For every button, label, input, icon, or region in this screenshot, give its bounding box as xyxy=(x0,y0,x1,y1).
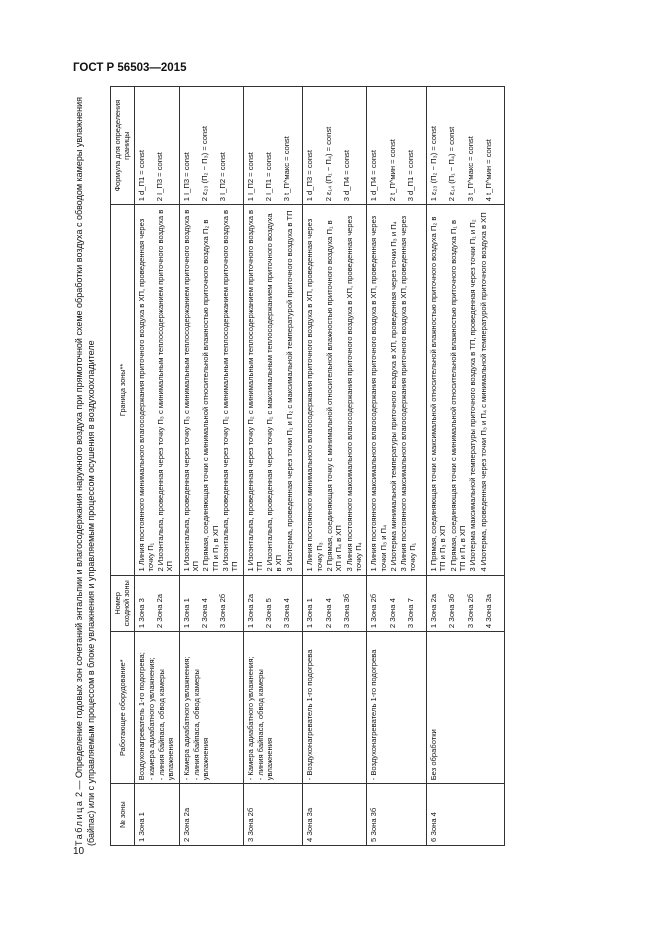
zone-cell xyxy=(243,784,303,846)
similar-zone-cell-line: 2 Зона 3б xyxy=(447,593,457,629)
boundary-cell-line: 2 Изотерма минимальной температуры приточного воздуха в ХП, проведенная через точки П₃ и П₄ xyxy=(388,221,398,572)
boundary-cell-line: 1 Прямая, соединяющая точки с максимальной относительной влажностью приточного воздуха П₂ в ТП и П₃ в ХП xyxy=(429,216,448,572)
boundary-cell-line: 4 Изотерма, проведенная через точки П₃ и П₄ с минимальной температурой приточного воздуха в ХП xyxy=(478,212,488,572)
boundary-cell xyxy=(367,205,427,575)
boundary-cell xyxy=(179,205,243,575)
formula-cell xyxy=(243,87,303,205)
equipment-cell xyxy=(427,632,505,784)
formula-cell-line: 2 I_П1 = const xyxy=(263,152,273,202)
similar-zone-cell xyxy=(179,575,243,632)
formula-cell-line: 2 ε₁₄ (П₁ − П₄) = const xyxy=(447,126,457,202)
boundary-cell xyxy=(427,205,505,575)
formula-cell-line: 4 t_П^мин = const xyxy=(484,139,494,202)
similar-zone-cell-line: 1 Зона 2а xyxy=(245,593,255,629)
formula-cell-line: 3 t_П^макс = const xyxy=(465,136,475,202)
boundary-cell-line: 1 Изоэнтальпа, проведенная через точку П₃ с минимальным теплосодержанием приточного воздуха в ХП xyxy=(181,209,201,572)
formula-cell xyxy=(134,87,179,205)
table-caption xyxy=(74,86,108,846)
similar-zone-cell-line: 1 Зона 1 xyxy=(181,598,191,629)
equipment-cell-line: - линия байпаса, обвод камеры увлажнения xyxy=(192,669,211,781)
formula-cell-line: 1 d_П4 = const xyxy=(369,150,379,202)
table-row xyxy=(427,87,505,846)
equipment-cell-line: - Воздухонагреватель 1-го подогрева xyxy=(305,649,315,781)
header-zone: № зоны xyxy=(111,784,135,846)
similar-zone-cell-line: 2 Зона 4 xyxy=(387,598,397,629)
similar-zone-cell xyxy=(427,575,505,632)
similar-zone-cell-line: 2 Зона 4 xyxy=(323,598,333,629)
formula-cell-line: 1 d_П3 = const xyxy=(305,150,315,202)
boundary-cell-line: 1 Линия постоянного минимального влагосодержания приточного воздуха в ХП, проведенная через точку П₁ xyxy=(136,218,155,572)
zone-cell-line: 5 Зона 3б xyxy=(369,807,379,842)
similar-zone-cell-line: 1 Зона 2б xyxy=(369,593,379,629)
similar-zone-cell xyxy=(303,575,367,632)
formula-cell-line: 3 t_П^макс = const xyxy=(282,136,292,202)
caption-label: Таблица xyxy=(74,799,84,846)
boundary-cell-line: 3 Изоэнтальпа, проведенная через точку П₂ с минимальным теплосодержанием приточного воздуха в ТП xyxy=(220,209,240,572)
header-formula: Формула для определения границы xyxy=(111,87,135,205)
formula-cell-line: 3 I_П2 = const xyxy=(218,152,228,202)
formula-cell-line: 1 d_П1 = const xyxy=(136,150,146,202)
caption-text: 2 — Определение годовых зон сочетаний энтальпии и влагосодержания наружного воздуха при прямоточной схеме обработки воздуха с обводом камеры увлажнения (байпас) или с управляемым процессом в блоке увлажнения и управляемым процессом осушения в воздухоохладителе xyxy=(74,96,96,846)
zone-cell xyxy=(134,784,179,846)
similar-zone-cell-line: 4 Зона 3а xyxy=(484,593,494,629)
equipment-cell xyxy=(134,632,179,784)
boundary-cell-line: 1 Линия постоянного максимального влагосодержания приточного воздуха в ХП, проведенная через точки П₃ и П₄ xyxy=(369,215,388,572)
similar-zone-cell-line: 2 Зона 5 xyxy=(263,598,273,629)
equipment-cell xyxy=(179,632,243,784)
zone-cell-line: 3 Зона 2б xyxy=(245,807,255,842)
zones-table xyxy=(110,86,505,846)
equipment-cell-line: - линия байпаса, обвод камеры увлажнения xyxy=(157,669,176,781)
formula-cell-line: 2 ε₁₄ (П₁ − П₄) = const xyxy=(323,126,333,202)
zone-cell xyxy=(179,784,243,846)
zone-cell-line: 6 Зона 4 xyxy=(429,812,439,842)
boundary-cell-line: 3 Линия постоянного максимального влагосодержания приточного воздуха в ХП, проведенная через точку П₁ xyxy=(399,215,418,572)
boundary-cell-line: 3 Изотерма максимальной температуры приточного воздуха в ТП, проведенная через точки П₁ и П₂ xyxy=(468,219,478,572)
equipment-cell-line: - камера адиабатного увлажнения; xyxy=(146,657,156,781)
similar-zone-cell-line: 3 Зона 4 xyxy=(282,598,292,629)
boundary-cell-line: 2 Изоэнтальпа, проведенная через точку П₃ с минимальным теплосодержанием приточного воздуха в ХП xyxy=(156,209,175,572)
formula-cell-line: 1 ε₂₃ (П₂ − П₃) = const xyxy=(429,125,439,202)
boundary-cell xyxy=(243,205,303,575)
equipment-cell-line: - линия байпаса, обвод камеры увлажнения xyxy=(255,669,275,781)
boundary-cell-line: 3 Линия постоянного максимального влагосодержания приточного воздуха в ХП, проведенная через точку П₄ xyxy=(344,215,363,572)
zone-cell-line: 1 Зона 1 xyxy=(136,812,146,842)
similar-zone-cell-line: 3 Зона 3б xyxy=(342,593,352,629)
zone-cell xyxy=(367,784,427,846)
formula-cell xyxy=(427,87,505,205)
header-equipment: Работающее оборудование* xyxy=(111,632,135,784)
zone-cell-line: 4 Зона 3а xyxy=(305,807,315,842)
equipment-cell-line: - Воздухонагреватель 1-го подогрева xyxy=(369,649,379,781)
equipment-cell xyxy=(243,632,303,784)
formula-cell-line: 2 ε₂₃ (П₂ − П₃) = const xyxy=(200,125,210,202)
formula-cell-line: 3 d_П4 = const xyxy=(342,150,352,202)
equipment-cell-line: - Камера адиабатного увлажнения; xyxy=(181,656,191,781)
similar-zone-cell-line: 2 Зона 4 xyxy=(200,598,210,629)
equipment-cell-line: - Камера адиабатного увлажнения; xyxy=(245,656,255,781)
zone-cell-line: 2 Зона 2а xyxy=(181,807,191,842)
formula-cell-line: 2 t_П^мин = const xyxy=(387,139,397,202)
table-row xyxy=(179,87,243,846)
boundary-cell xyxy=(303,205,367,575)
zone-cell xyxy=(303,784,367,846)
equipment-cell-line: Воздухонагреватель 1-го подогрева; xyxy=(136,652,146,781)
formula-cell-line: 1 I_П2 = const xyxy=(245,152,255,202)
formula-cell-line: 2 I_П3 = const xyxy=(154,152,164,202)
boundary-cell-line: 3 Изотерма, проведенная через точки П₁ и П₂ с максимальной температурой приточного воздуха в ТП xyxy=(284,210,294,572)
table-header-row xyxy=(111,87,135,846)
zone-cell xyxy=(427,784,505,846)
boundary-cell-line: 2 Прямая, соединяющая точки с минимальной относительной влажностью приточного воздуха П₂ в ТП и П₃ в ХП xyxy=(201,219,220,572)
table-body xyxy=(134,87,505,846)
similar-zone-cell-line: 1 Зона 2а xyxy=(429,593,439,629)
formula-cell xyxy=(303,87,367,205)
document-header: ГОСТ Р 56503—2015 xyxy=(73,62,187,74)
table-row xyxy=(367,87,427,846)
header-boundary: Граница зоны** xyxy=(111,205,135,575)
formula-cell-line: 1 I_П3 = const xyxy=(181,152,191,202)
formula-cell xyxy=(367,87,427,205)
similar-zone-cell-line: 1 Зона 1 xyxy=(305,598,315,629)
formula-cell-line: 3 d_П1 = const xyxy=(405,150,415,202)
boundary-cell-line: 2 Прямая, соединяющая точки с минимальной относительной влажностью приточного воздуха П₁ в ТП и П₄ в ХП xyxy=(448,219,468,572)
equipment-cell-line: Без обработки xyxy=(429,729,439,781)
boundary-cell-line: 2 Прямая, соединяющая точку с минимальной относительной влажностью приточного воздуха П₁ в ХП и П₄ в ХП xyxy=(325,220,344,572)
boundary-cell-line: 2 Изоэнтальпа, проведенная через точку П₁ с максимальным теплосодержанием приточного воздуха в ХП xyxy=(265,213,284,572)
boundary-cell xyxy=(134,205,179,575)
similar-zone-cell-line: 3 Зона 2б xyxy=(218,593,228,629)
equipment-cell xyxy=(303,632,367,784)
table-row xyxy=(243,87,303,846)
boundary-cell-line: 1 Линия постоянного минимального влагосодержания приточного воздуха в ХП, проведенная через точку П₃ xyxy=(305,218,324,572)
header-similar-zone: Номер сходной зоны xyxy=(111,575,135,632)
formula-cell xyxy=(179,87,243,205)
rotated-table-block xyxy=(74,86,594,846)
similar-zone-cell-line: 3 Зона 2б xyxy=(465,593,475,629)
table-row xyxy=(303,87,367,846)
similar-zone-cell-line: 1 Зона 3 xyxy=(136,598,146,629)
boundary-cell-line: 1 Изоэнтальпа, проведенная через точку П₂ с минимальным теплосодержанием приточного воздуха в ТП xyxy=(245,209,264,572)
table-row xyxy=(134,87,179,846)
page-number: 10 xyxy=(73,846,85,857)
equipment-cell xyxy=(367,632,427,784)
similar-zone-cell xyxy=(134,575,179,632)
similar-zone-cell-line: 3 Зона 7 xyxy=(405,598,415,629)
similar-zone-cell-line: 2 Зона 2а xyxy=(154,593,164,629)
similar-zone-cell xyxy=(243,575,303,632)
similar-zone-cell xyxy=(367,575,427,632)
